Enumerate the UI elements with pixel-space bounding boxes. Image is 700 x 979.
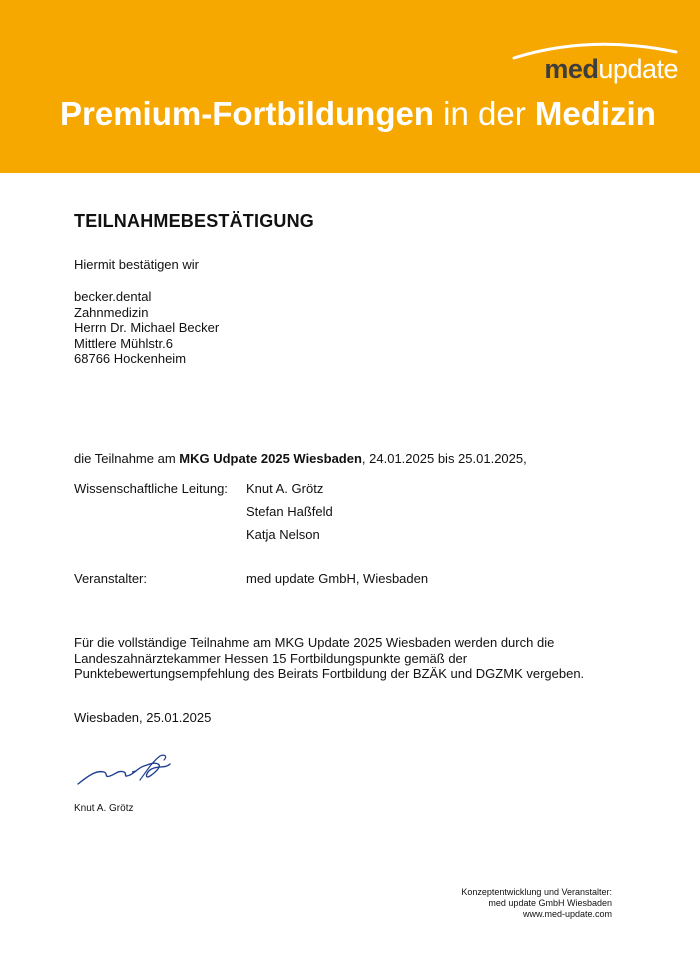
logo-wordmark (544, 54, 678, 84)
address-line: Mittlere Mühlstr.6 (74, 335, 173, 351)
place-date: Wiesbaden, 25.01.2025 (74, 710, 212, 725)
handwritten-signature (74, 742, 184, 790)
document-title: TEILNAHMEBESTÄTIGUNG (74, 211, 314, 231)
participation-line (74, 451, 527, 466)
credit-points-paragraph: Für die vollständige Teilnahme am MKG Update 2025 Wiesbaden werden durch die Landeszahnärztekammer Hessen 15 Fortbildungspunkte gemäß der Punktebewertungsempfehlung des Beirats Fortbildung der BZÄK und DGZMK vergeben. (74, 635, 585, 681)
scientific-lead-name: Knut A. Grötz (246, 481, 324, 496)
medupdate-logo (510, 38, 680, 90)
event-name: MKG Udpate 2025 Wiesbaden (179, 451, 362, 466)
tagline-middle: in der (434, 95, 535, 132)
participation-prefix: die Teilnahme am (74, 451, 180, 466)
organizer-label: Veranstalter: (74, 571, 147, 586)
footer-imprint (461, 887, 612, 920)
participation-dates: , 24.01.2025 bis 25.01.2025, (361, 451, 527, 466)
logo-text-update: update (598, 54, 678, 84)
footer-line: med update GmbH Wiesbaden (488, 898, 612, 908)
scientific-lead-label: Wissenschaftliche Leitung: (74, 481, 228, 496)
signer-name: Knut A. Grötz (74, 803, 134, 814)
footer-website: www.med-update.com (522, 909, 612, 919)
organizer-value: med update GmbH, Wiesbaden (246, 571, 429, 586)
address-line: becker.dental (74, 289, 152, 304)
intro-text: Hiermit bestätigen wir (74, 257, 199, 272)
header-tagline (60, 92, 690, 136)
scientific-lead-name: Stefan Haßfeld (246, 504, 333, 519)
footer-line: Konzeptentwicklung und Veranstalter: (461, 887, 612, 897)
scientific-lead-name: Katja Nelson (246, 527, 320, 542)
tagline-end: Medizin (534, 95, 656, 132)
tagline-strong: Premium-Fortbildungen (60, 95, 434, 132)
logo-text-med: med (544, 54, 599, 84)
address-line: Herrn Dr. Michael Becker (74, 320, 220, 335)
address-line: Zahnmedizin (74, 304, 149, 320)
recipient-address (74, 289, 219, 367)
header-banner (0, 0, 700, 173)
address-line: 68766 Hockenheim (74, 351, 187, 366)
